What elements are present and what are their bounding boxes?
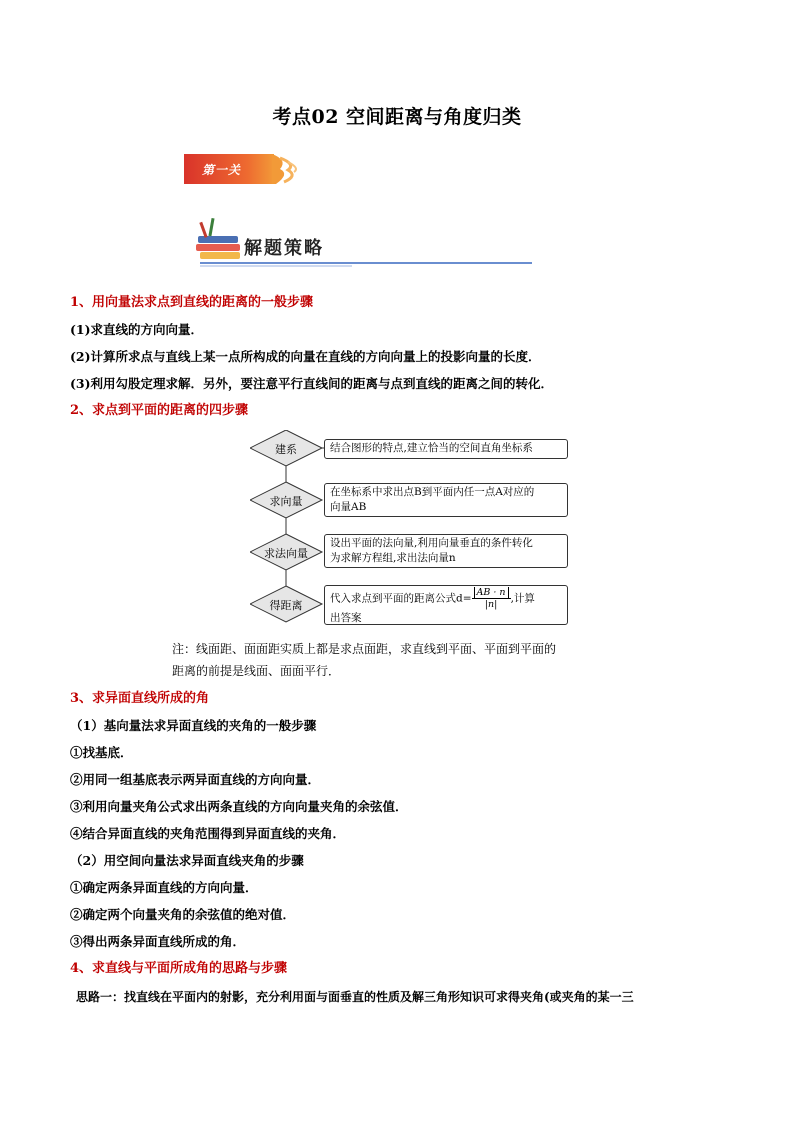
strategy-label: 解题策略: [244, 238, 324, 259]
section3-sub2-step1: ①确定两条异面直线的方向向量．: [70, 880, 258, 895]
section3-sub1-step2: ②用同一组基底表示两异面直线的方向向量．: [70, 772, 321, 787]
section3-sub2-step2: ②确定两个向量夹角的余弦值的绝对值．: [70, 907, 296, 922]
section3-sub2-title: （2）用空间向量法求异面直线夹角的步骤: [70, 853, 304, 868]
flow-step-1: 建系: [275, 443, 297, 456]
flow-step-3: 求法向量: [264, 547, 308, 560]
section2-heading: 2、求点到平面的距离的四步骤: [70, 403, 249, 418]
flow-desc-4: [324, 585, 568, 625]
distance-formula: [472, 587, 511, 610]
flow-desc-1-text: 结合图形的特点,建立恰当的空间直角坐标系: [330, 442, 533, 454]
section3-heading: 3、求异面直线所成的角: [70, 691, 210, 706]
flowchart: [250, 430, 580, 630]
flow-desc-3-line2: 为求解方程组,求出法向量n: [330, 552, 456, 564]
section1-step2: (2)计算所求点与直线上某一点所构成的向量在直线的方向向量上的投影向量的长度．: [70, 349, 541, 364]
section3-sub1-step1: ①找基底．: [70, 745, 133, 760]
flow-desc-3: [324, 534, 568, 568]
flow-desc-2-line2: 向量AB: [330, 501, 367, 513]
flow-desc-2-line1: 在坐标系中求出点B到平面内任一点A对应的: [330, 486, 535, 498]
flow-desc-1: [324, 439, 568, 459]
note-line1: 注：线面距、面面距实质上都是求点面距，求直线到平面、平面到平面的: [172, 642, 557, 656]
section4-idea1: 思路一：找直线在平面内的射影，充分利用面与面垂直的性质及解三角形知识可求得夹角(或夹角的某一三: [76, 990, 634, 1004]
level-banner: [184, 150, 304, 190]
section3-sub1-title: （1）基向量法求异面直线的夹角的一般步骤: [70, 718, 317, 733]
banner-label: 第一关: [202, 163, 242, 177]
formula-denominator: |n|: [484, 599, 498, 610]
section1-heading: 1、用向量法求点到直线的距离的一般步骤: [70, 295, 314, 310]
section3-sub2-step3: ③得出两条异面直线所成的角．: [70, 934, 246, 949]
formula-numerator: AB · n: [474, 587, 509, 598]
note-line2: 距离的前提是线面、面面平行．: [172, 664, 341, 678]
flow-desc-4-tail: ,计算: [510, 592, 535, 605]
section3-sub1-step4: ④结合异面直线的夹角范围得到异面直线的夹角．: [70, 826, 346, 841]
flow-desc-4-line1: 代入求点到平面的距离公式d=: [330, 592, 472, 605]
flow-desc-2: [324, 483, 568, 517]
section3-sub1-step3: ③利用向量夹角公式求出两条直线的方向向量夹角的余弦值．: [70, 799, 408, 814]
flow-desc-3-line1: 设出平面的法向量,利用向量垂直的条件转化: [330, 537, 533, 549]
flow-step-4: 得距离: [269, 599, 303, 612]
section1-step3: (3)利用勾股定理求解．另外，要注意平行直线间的距离与点到直线的距离之间的转化．: [70, 376, 554, 391]
section4-heading: 4、求直线与平面所成角的思路与步骤: [70, 961, 288, 976]
flow-step-2: 求向量: [269, 495, 303, 508]
section1-step1: (1)求直线的方向向量．: [70, 322, 204, 337]
flow-desc-4-line2: 出答案: [330, 612, 362, 624]
page-title: 考点02 空间距离与角度归类: [272, 106, 522, 128]
strategy-header: [192, 214, 542, 270]
